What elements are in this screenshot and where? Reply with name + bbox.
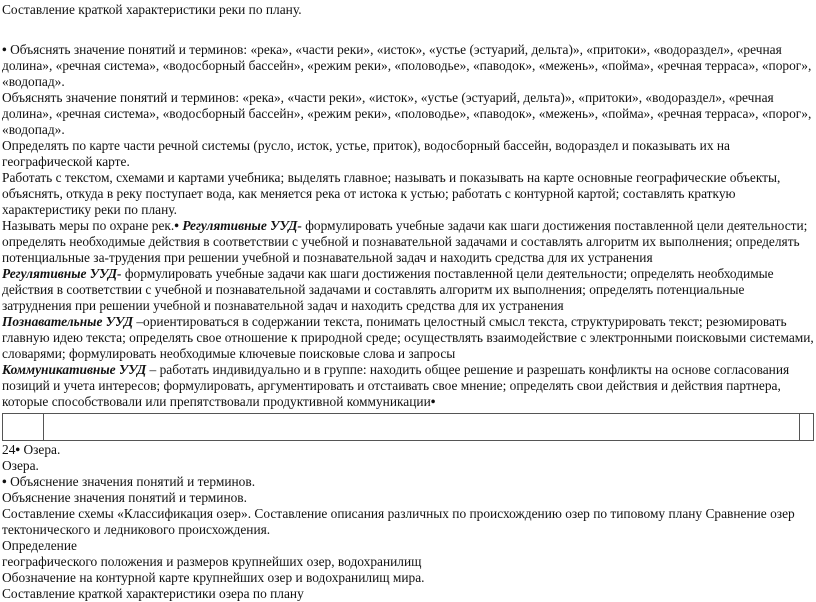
lakes-line: Составление краткой характеристики озера по плану — [2, 586, 304, 601]
bullet-icon: • — [174, 218, 179, 233]
paragraph-map-parts: Определять по карте части речной системы (русло, исток, устье, приток), водосборный бассейн, водораздел и показывать их на географической карте. — [2, 138, 730, 169]
lakes-line: Определение — [2, 538, 77, 553]
lakes-line: Озера. — [2, 458, 39, 473]
lakes-line: Обозначение на контурной карте крупнейших озер и водохранилищ мира. — [2, 570, 425, 585]
paragraph-terms: Объяснять значение понятий и терминов: «река», «части реки», «исток», «устье (эстуарий, дельта)», «притоки», «водораздел», «речная долина», «речная система», «водосборный бассейн», «режим реки», «половодье», «паводок», «межень», «пойма», «речная терраса», «порог», «водопад». — [2, 90, 812, 137]
bullet-icon: • — [15, 442, 21, 457]
bullet-icon: • — [430, 394, 436, 409]
section-title: Составление краткой характеристики реки по плану. — [2, 2, 302, 17]
paragraph-terms-bulleted — [2, 42, 814, 90]
paragraph-text: –ориентироваться в содержании текста, понимать целостный смысл текста, структурировать текст; резюмировать главную идею текста; определять свое отношение к природной среде; осуществлять взаимодействие с электронными поисковыми системами, словарями; формулировать необходимые ключевые поисковые слова и запросы — [2, 314, 814, 361]
paragraph-text: формулировать учебные задачи как шаги достижения поставленной цели деятельности; определять необходимые действия в соответствии с учебной и познавательной задачами и составлять алгоритм их выполнения; определять потенциальные за-трудения при решении учебной и познавательной задач и находить средства для их устранения — [2, 218, 808, 265]
paragraph-textbook-work: Работать с текстом, схемами и картами учебника; выделять главное; называть и показывать на карте основные географические объекты, объяснять, откуда в реку поступает вода, как меняется река от истока к устью; работать с контурной картой; составлять краткую характеристику реки по плану. — [2, 170, 781, 217]
lesson-title: Озера. — [20, 442, 61, 457]
paragraph-text: Объяснение значения понятий и терминов. — [10, 474, 256, 489]
regulative-heading: Регулятивные УУД- — [2, 266, 122, 281]
paragraph-text: – работать индивидуально и в группе: находить общее решение и разрешать конфликты на основе согласования позиций и учета интересов; формулировать, аргументировать и отстаивать свое мнение; определять свои действия и действия партнера, которые способствовали или препятствовали продуктивной коммуникации — [2, 362, 790, 409]
paragraph-cognitive — [2, 314, 814, 362]
table-row-empty — [2, 413, 814, 441]
paragraph-lead: Называть меры по охране рек. — [2, 218, 175, 233]
table-column-divider — [43, 414, 44, 440]
bullet-icon: • — [2, 474, 7, 489]
regulative-heading: Регулятивные УУД- — [182, 218, 302, 233]
bullet-icon: • — [2, 42, 7, 57]
communicative-heading: Коммуникативные УУД — [2, 362, 147, 377]
paragraph-text: формулировать учебные задачи как шаги достижения поставленной цели деятельности; определять необходимые действия в соответствии с учебной и познавательной задачами и составлять алгоритм их выполнения; определять потенциальные затруднения при решении учебной и познавательной задач и находить средства для их устранения — [2, 266, 774, 313]
lakes-line: Объяснение значения понятий и терминов. — [2, 490, 247, 505]
paragraph-text: Объяснять значение понятий и терминов: «река», «части реки», «исток», «устье (эстуарий, дельта)», «притоки», «водораздел», «речная долина», «речная система», «водосборный бассейн», «режим реки», «половодье», «паводок», «межень», «пойма», «речная терраса», «порог», «водопад». — [2, 42, 812, 89]
blank-space — [2, 18, 814, 42]
lakes-line: географического положения и размеров крупнейших озер, водохранилищ — [2, 554, 422, 569]
lakes-bulleted-line — [2, 474, 814, 490]
document-page — [2, 0, 814, 602]
lakes-line: Составление схемы «Классификация озер». Составление описания различных по происхождению озер по типовому плану Сравнение озер тектонического и ледникового происхождения. — [2, 506, 795, 537]
paragraph-communicative — [2, 362, 814, 410]
table-column-divider — [799, 414, 800, 440]
lakes-heading — [2, 442, 814, 458]
paragraph-regulative — [2, 266, 814, 314]
paragraph-river-protection — [2, 218, 814, 266]
cognitive-heading: Познавательные УУД — [2, 314, 133, 329]
lesson-number: 24 — [2, 442, 16, 457]
